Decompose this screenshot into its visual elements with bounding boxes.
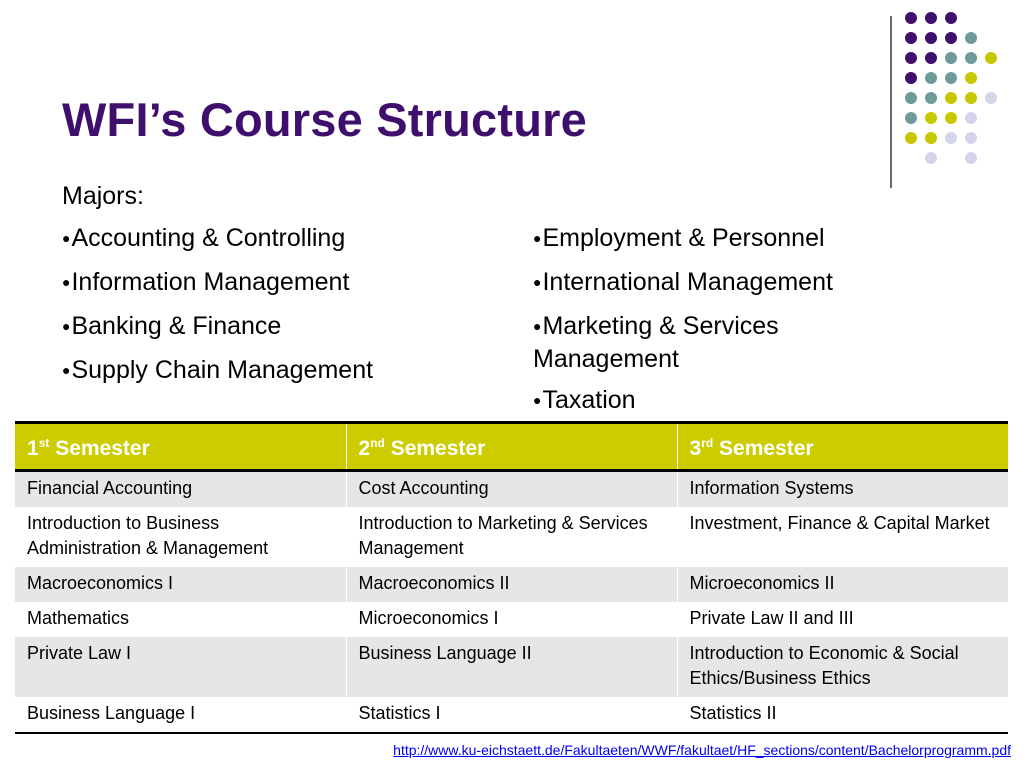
major-item: ●Information Management — [62, 268, 350, 296]
table-header-row — [15, 423, 1008, 471]
table-cell: Investment, Finance & Capital Market — [677, 507, 1008, 567]
bullet-icon: ● — [62, 230, 71, 246]
decorative-dot — [925, 152, 937, 164]
decorative-dot — [945, 112, 957, 124]
majors-list-left — [62, 223, 502, 399]
decorative-dot — [925, 132, 937, 144]
decorative-dot — [925, 32, 937, 44]
header-semester-1: 1st Semester — [15, 423, 346, 471]
decorative-dot — [945, 72, 957, 84]
table-row — [15, 637, 1008, 697]
decorative-dot-grid — [905, 12, 1015, 172]
bullet-icon: ● — [533, 392, 542, 408]
table-row — [15, 697, 1008, 733]
decorative-dot — [965, 92, 977, 104]
major-item: ●Banking & Finance — [62, 312, 282, 340]
table-cell: Statistics I — [346, 697, 677, 733]
major-item: ●Employment & Personnel — [533, 224, 825, 252]
decorative-dot — [925, 72, 937, 84]
decorative-dot — [905, 92, 917, 104]
table-cell: Macroeconomics I — [15, 567, 346, 602]
table-cell: Statistics II — [677, 697, 1008, 733]
bullet-icon: ● — [62, 362, 71, 378]
table-cell: Information Systems — [677, 471, 1008, 508]
table-cell: Introduction to Marketing & Services Management — [346, 507, 677, 567]
bullet-icon: ● — [62, 318, 71, 334]
title-divider-line — [890, 16, 892, 188]
table-cell: Mathematics — [15, 602, 346, 637]
decorative-dot — [985, 92, 997, 104]
major-item: ●Marketing & Services Management — [533, 312, 779, 373]
table-row — [15, 507, 1008, 567]
decorative-dot — [905, 112, 917, 124]
bullet-icon: ● — [533, 230, 542, 246]
table-cell: Macroeconomics II — [346, 567, 677, 602]
decorative-dot — [925, 12, 937, 24]
table-cell: Cost Accounting — [346, 471, 677, 508]
bullet-icon: ● — [62, 274, 71, 290]
table-cell: Business Language I — [15, 697, 346, 733]
decorative-dot — [985, 52, 997, 64]
table-cell: Introduction to Business Administration & Management — [15, 507, 346, 567]
majors-list-right — [533, 223, 873, 429]
decorative-dot — [925, 52, 937, 64]
table-row — [15, 567, 1008, 602]
decorative-dot — [965, 112, 977, 124]
decorative-dot — [945, 92, 957, 104]
decorative-dot — [905, 12, 917, 24]
major-item: ●International Management — [533, 268, 833, 296]
bullet-icon: ● — [533, 274, 542, 290]
decorative-dot — [905, 32, 917, 44]
table-cell: Private Law I — [15, 637, 346, 697]
semester-table — [15, 421, 1008, 734]
header-semester-2: 2nd Semester — [346, 423, 677, 471]
major-item: ●Accounting & Controlling — [62, 224, 346, 252]
decorative-dot — [965, 132, 977, 144]
decorative-dot — [965, 152, 977, 164]
decorative-dot — [965, 72, 977, 84]
decorative-dot — [965, 32, 977, 44]
decorative-dot — [945, 52, 957, 64]
bullet-icon: ● — [533, 318, 542, 334]
decorative-dot — [905, 72, 917, 84]
major-item: ●Taxation — [533, 386, 636, 414]
majors-label: Majors: — [62, 182, 144, 210]
table-cell: Introduction to Economic & Social Ethics/Business Ethics — [677, 637, 1008, 697]
decorative-dot — [905, 52, 917, 64]
decorative-dot — [925, 112, 937, 124]
decorative-dot — [945, 12, 957, 24]
decorative-dot — [905, 132, 917, 144]
decorative-dot — [945, 32, 957, 44]
table-cell: Financial Accounting — [15, 471, 346, 508]
decorative-dot — [965, 52, 977, 64]
table-cell: Private Law II and III — [677, 602, 1008, 637]
decorative-dot — [945, 132, 957, 144]
header-semester-3: 3rd Semester — [677, 423, 1008, 471]
major-item: ●Supply Chain Management — [62, 356, 374, 384]
table-row — [15, 602, 1008, 637]
decorative-dot — [925, 92, 937, 104]
table-cell: Microeconomics II — [677, 567, 1008, 602]
table-cell: Business Language II — [346, 637, 677, 697]
slide-title: WFI’s Course Structure — [62, 93, 587, 146]
source-link[interactable]: http://www.ku-eichstaett.de/Fakultaeten/WWF/fakultaet/HF_sections/content/Bachelorprogramm.pdf — [393, 742, 1011, 758]
table-cell: Microeconomics I — [346, 602, 677, 637]
table-row — [15, 471, 1008, 508]
